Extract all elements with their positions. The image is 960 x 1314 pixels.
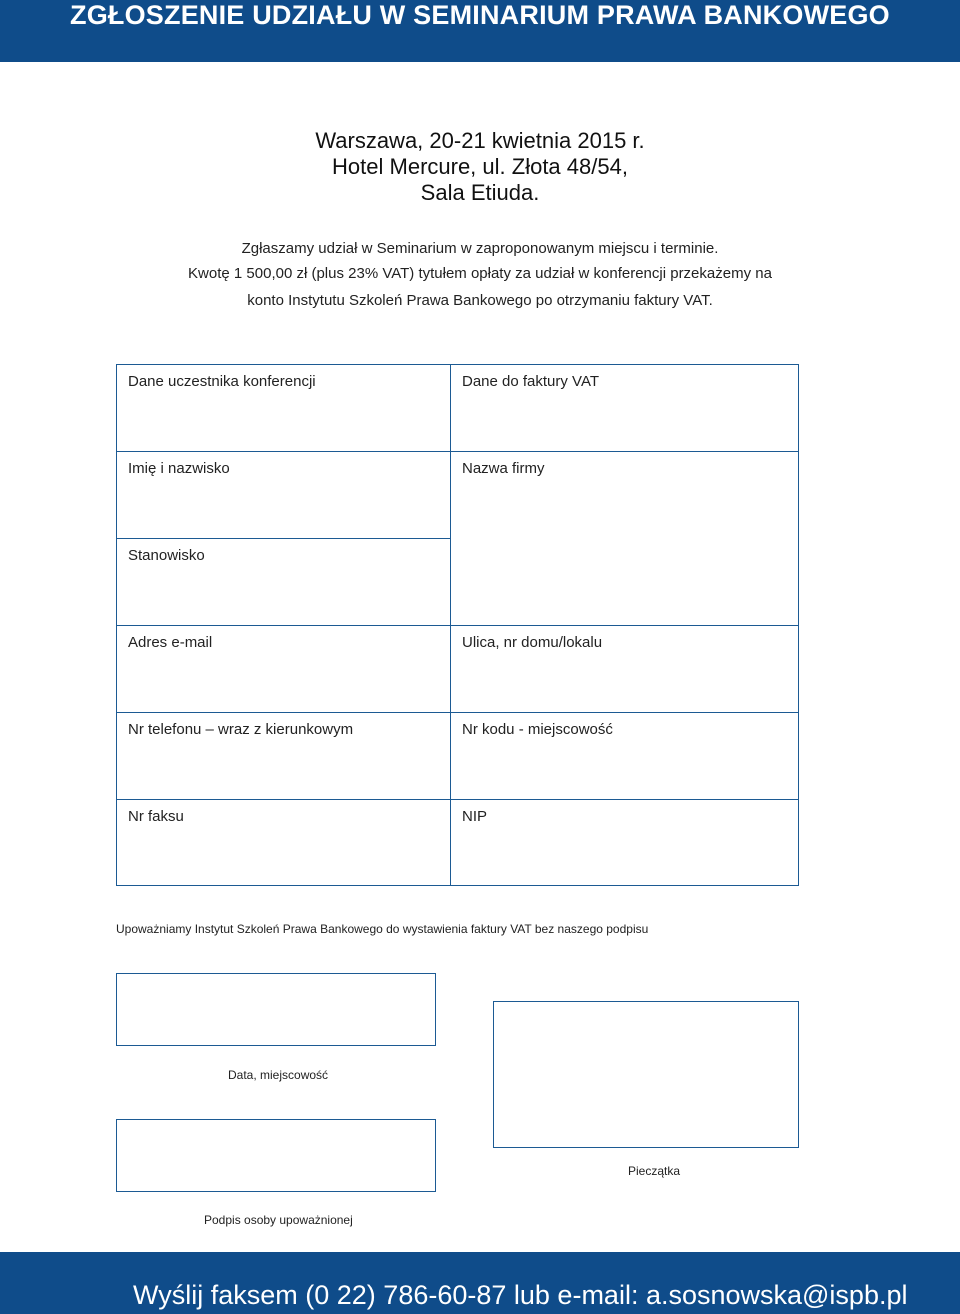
company-field[interactable] xyxy=(450,451,799,626)
intro-line-3: konto Instytutu Szkoleń Prawa Bankowego po otrzymaniu faktury VAT. xyxy=(247,292,713,309)
phone-field-label: Nr telefonu – wraz z kierunkowym xyxy=(128,721,354,738)
nip-field[interactable] xyxy=(450,799,799,886)
phone-field[interactable] xyxy=(116,712,451,800)
email-field[interactable] xyxy=(116,625,451,713)
event-date: Warszawa, 20-21 kwietnia 2015 r. xyxy=(315,128,645,153)
company-field-label: Nazwa firmy xyxy=(462,460,545,477)
name-field[interactable] xyxy=(116,451,451,539)
stamp-box[interactable] xyxy=(493,1001,799,1148)
intro-text xyxy=(0,238,960,314)
name-field-label: Imię i nazwisko xyxy=(128,460,230,477)
footer-banner xyxy=(0,1252,960,1314)
event-room: Sala Etiuda. xyxy=(420,180,540,205)
intro-line-1: Zgłaszamy udział w Seminarium w zaproponowanym miejscu i terminie. xyxy=(241,240,719,257)
date-place-box[interactable] xyxy=(116,973,436,1046)
event-venue xyxy=(0,128,960,206)
nip-field-label: NIP xyxy=(462,808,488,825)
page-title: ZGŁOSZENIE UDZIAŁU W SEMINARIUM PRAWA BANKOWEGO xyxy=(70,0,890,30)
registration-form xyxy=(116,364,799,886)
stamp-label: Pieczątka xyxy=(628,1164,681,1178)
event-hotel: Hotel Mercure, ul. Złota 48/54, xyxy=(332,154,628,179)
postal-field[interactable] xyxy=(450,712,799,800)
fax-field-label: Nr faksu xyxy=(128,808,184,825)
participant-section-header xyxy=(116,364,451,452)
signature-label: Podpis osoby upoważnionej xyxy=(204,1213,353,1227)
fax-field[interactable] xyxy=(116,799,451,886)
street-field[interactable] xyxy=(450,625,799,713)
contact-info: Wyślij faksem (0 22) 786-60-87 lub e-mail: a.sosnowska@ispb.pl xyxy=(133,1280,908,1310)
signature-box[interactable] xyxy=(116,1119,436,1192)
authorization-statement: Upoważniamy Instytut Szkoleń Prawa Bankowego do wystawienia faktury VAT bez naszego podpisu xyxy=(116,922,649,936)
invoice-section-header xyxy=(450,364,799,452)
invoice-header-label: Dane do faktury VAT xyxy=(462,373,600,390)
participant-header-label: Dane uczestnika konferencji xyxy=(128,373,316,390)
postal-field-label: Nr kodu - miejscowość xyxy=(462,721,613,738)
email-field-label: Adres e-mail xyxy=(128,634,213,651)
street-field-label: Ulica, nr domu/lokalu xyxy=(462,634,603,651)
date-place-label: Data, miejscowość xyxy=(228,1068,329,1082)
position-field-label: Stanowisko xyxy=(128,547,205,564)
intro-line-2: Kwotę 1 500,00 zł (plus 23% VAT) tytułem opłaty za udział w konferencji przekażemy na xyxy=(188,265,772,282)
position-field[interactable] xyxy=(116,538,451,626)
header-banner xyxy=(0,0,960,62)
